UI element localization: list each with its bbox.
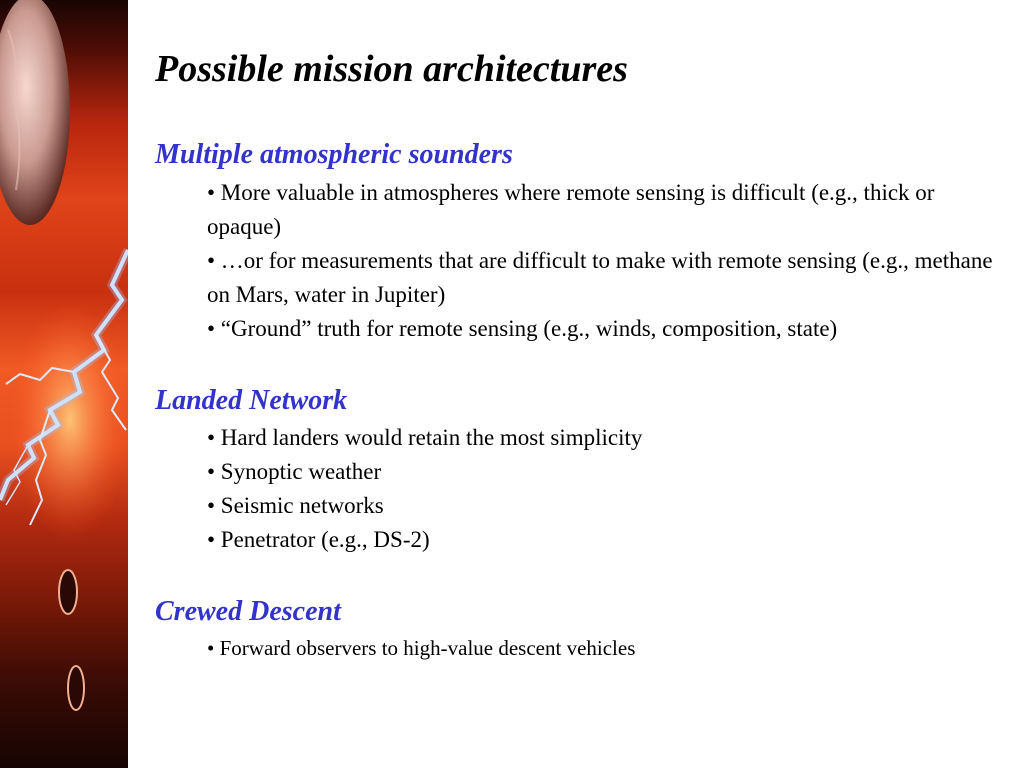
section-heading-crewed-descent: Crewed Descent <box>155 596 341 627</box>
bullet-item: • Synoptic weather <box>207 459 382 484</box>
section-heading-landed-network: Landed Network <box>155 385 348 416</box>
bullet-item: • Forward observers to high-value descent vehicles <box>207 636 636 660</box>
decorative-side-banner <box>0 0 128 768</box>
bullet-item: • “Ground” truth for remote sensing (e.g., winds, composition, state) <box>207 316 838 341</box>
section-heading-atmospheric-sounders: Multiple atmospheric sounders <box>155 139 513 170</box>
bullet-list-landed-network <box>207 421 1007 557</box>
capsule-shape-upper <box>59 570 77 614</box>
bullet-list-crewed-descent <box>207 631 1007 665</box>
planet-shape <box>0 0 70 225</box>
bullet-item: • …or for measurements that are difficult to make with remote sensing (e.g., methane on Mars, water in Jupiter) <box>207 248 993 307</box>
glow-shape <box>10 300 128 540</box>
bullet-item: • Hard landers would retain the most simplicity <box>207 425 643 450</box>
capsule-shape-lower <box>68 666 84 710</box>
bullet-list-atmospheric-sounders <box>207 176 1007 346</box>
planet-lightning-artwork <box>0 0 128 768</box>
bullet-item: • Penetrator (e.g., DS-2) <box>207 527 430 552</box>
bullet-item: • More valuable in atmospheres where remote sensing is difficult (e.g., thick or opaque) <box>207 180 935 239</box>
bullet-item: • Seismic networks <box>207 493 384 518</box>
slide-title: Possible mission architectures <box>155 48 628 90</box>
